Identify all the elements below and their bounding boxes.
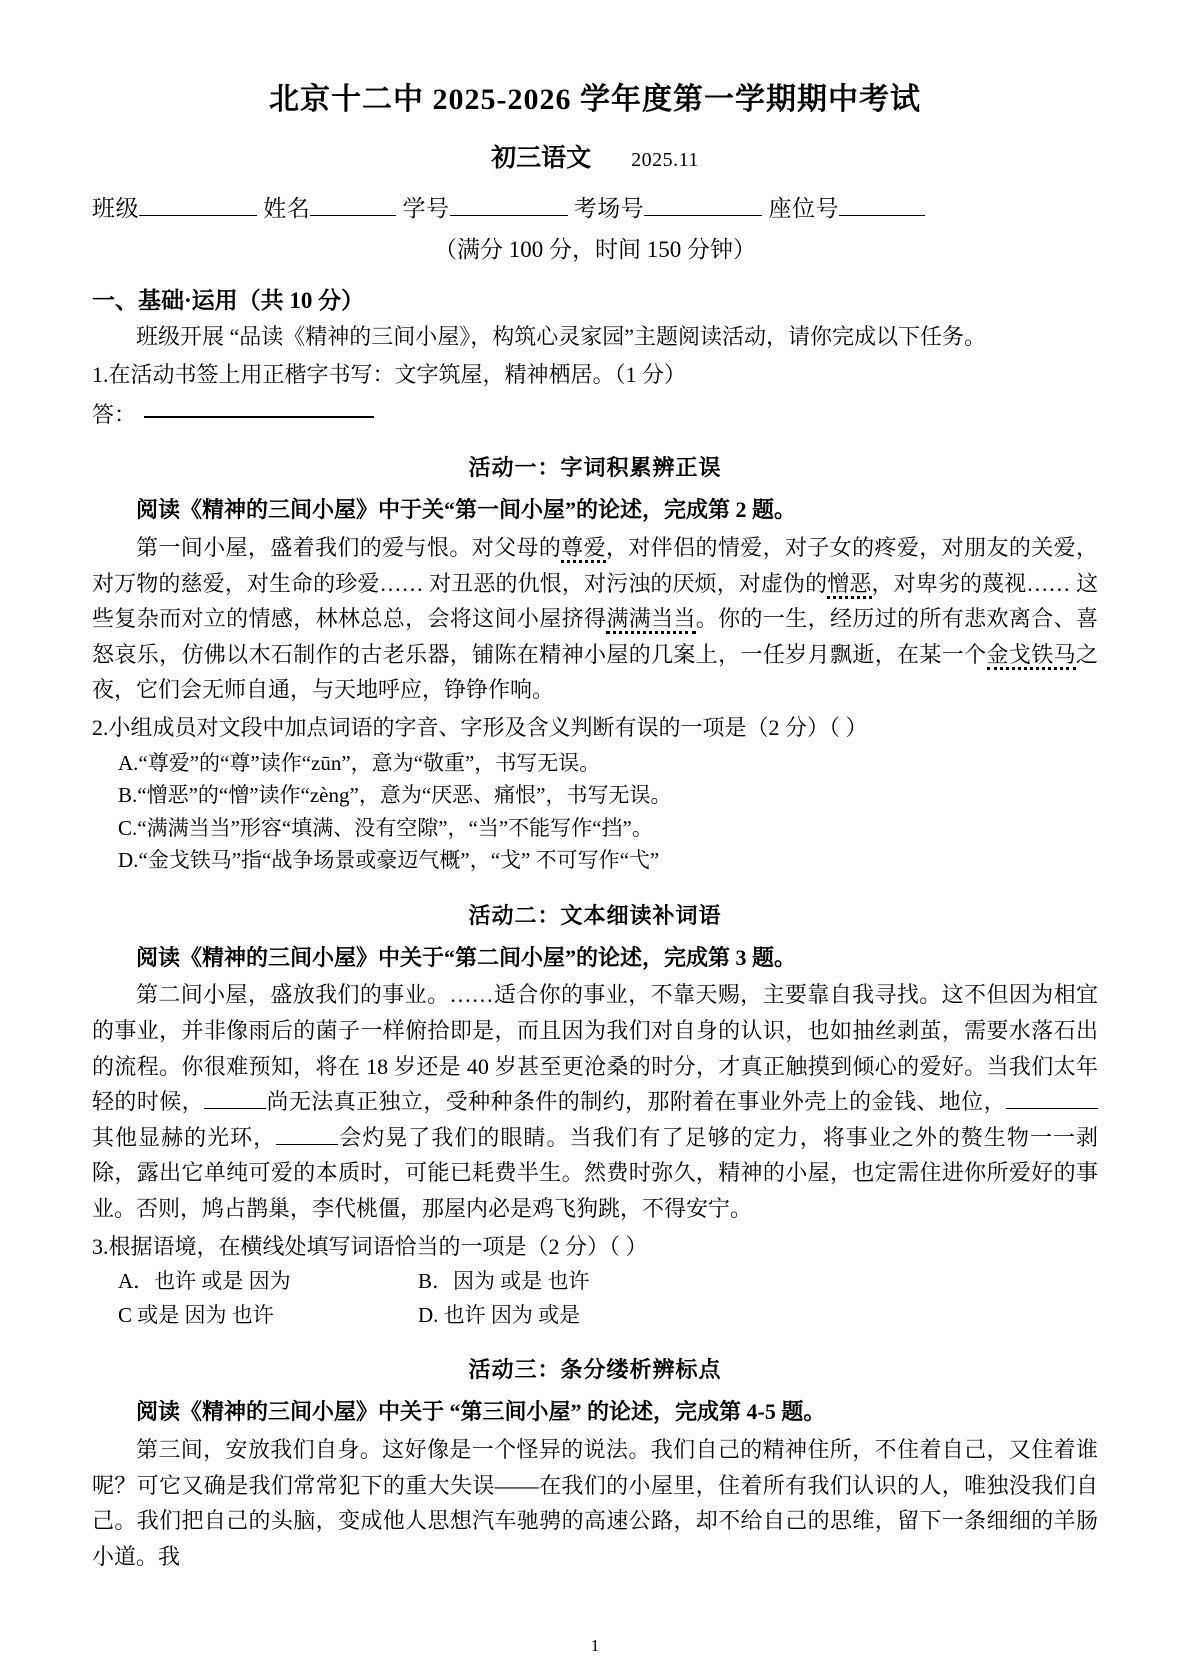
cloze-blank-3[interactable] <box>276 1144 338 1145</box>
section-heading-1: 一、基础·运用（共 10 分） <box>92 288 365 313</box>
seat-blank[interactable] <box>839 215 925 216</box>
dotted-word-zunai: 尊爱 <box>561 534 606 560</box>
student-info-line <box>92 190 1098 223</box>
room-blank[interactable] <box>644 215 762 216</box>
question-3-option-b[interactable] <box>418 1266 590 1298</box>
dotted-word-jingetiema: 金戈铁马 <box>986 641 1076 667</box>
option-c-text: 或是 因为 也许 <box>132 1302 274 1327</box>
activity2-text-d: 会灼晃了我们的眼睛。当我们有了足够的定力，将事业之外的赘生物一一剥除，露出它单纯可爱的本质时，可能已耗费半生。然费时弥久，精神的小屋，也定需住进你所爱好的事业。否则，鸠占鹊巢，李代桃僵，那屋内必是鸡飞狗跳，不得安宁。 <box>92 1124 1098 1221</box>
cloze-blank-1[interactable] <box>204 1108 266 1109</box>
passage-text-d: 。你的一生，经历过的所有悲欢离合、喜怒哀乐，仿佛以木石制作的古老乐器，铺陈在精神小屋的几案上，一任岁月飘逝，在某一个 <box>92 606 1098 667</box>
option-c-label: C <box>118 1302 133 1327</box>
question-1: 1.在活动书签上用正楷字书写：文字筑屋，精神栖居。（1 分） <box>92 361 687 387</box>
activity2-text-b: 尚无法真正独立，受种种条件的制约，那附着在事业外壳上的金钱、地位， <box>266 1089 1006 1115</box>
dotted-word-zengwu: 憎恶 <box>827 570 872 596</box>
class-label: 班级 <box>92 196 139 221</box>
passage-text-e: 之夜，它们会无师自通，与天地呼应，铮铮作响。 <box>92 641 1098 703</box>
answer-blank[interactable] <box>144 416 374 418</box>
activity-1-title: 活动一：字词积累辨正误 <box>468 455 722 481</box>
answer-label: 答： <box>92 402 137 428</box>
option-d-label: D. <box>418 1302 439 1327</box>
dotted-word-manmandangdang: 满满当当 <box>606 606 696 632</box>
question-2-option-b[interactable]: B.“憎恶”的“憎”读作“zèng”，意为“厌恶、痛恨”，书写无误。 <box>118 783 672 808</box>
question-3-options-row-1 <box>118 1266 1098 1298</box>
activity-2-title: 活动二：文本细读补词语 <box>468 902 722 928</box>
class-blank[interactable] <box>139 215 257 216</box>
option-a-label: A． <box>118 1269 155 1294</box>
page-title: 北京十二中 2025-2026 学年度第一学期期中考试 <box>269 83 921 116</box>
name-blank[interactable] <box>310 215 396 216</box>
activity-2-lead: 阅读《精神的三间小屋》中关于“第二间小屋”的论述，完成第 3 题。 <box>136 944 797 970</box>
subject-line <box>92 138 1098 174</box>
question-2: 2.小组成员对文段中加点词语的字音、字形及含义判断有误的一项是（2 分）（ ） <box>92 715 868 740</box>
student-id-label: 学号 <box>402 196 450 221</box>
question-3: 3.根据语境，在横线处填写词语恰当的一项是（2 分）（ ） <box>92 1233 648 1259</box>
option-b-label: B． <box>418 1269 454 1294</box>
question-3-option-a[interactable] <box>118 1266 418 1298</box>
name-label: 姓名 <box>263 196 311 221</box>
page-number: 1 <box>590 1636 600 1655</box>
student-id-blank[interactable] <box>450 215 568 216</box>
subject-name: 初三语文 <box>491 145 592 172</box>
exam-date: 2025.11 <box>631 149 699 171</box>
activity2-text-a: 第二间小屋，盛放我们的事业。……适合你的事业，不靠天赐，主要靠自我寻找。这不但因为相宜的事业，并非像雨后的菌子一样俯拾即是，而且因为我们对自身的认识，也如抽丝剥茧，需要水落石出的流程。你很难预知，将在 18 岁还是 40 岁甚至更沧桑的时分，才真正触摸到倾心的爱好。当我们太年轻的时候， <box>92 982 1098 1115</box>
passage-text-b: ，对伴侣的情爱，对子女的疼爱，对朋友的关爱，对万物的慈爱，对生命的珍爱…… 对丑恶的仇恨，对污浊的厌烦，对虚伪的 <box>92 534 1098 596</box>
seat-label: 座位号 <box>768 196 839 221</box>
activity-1-lead: 阅读《精神的三间小屋》中于关“第一间小屋”的论述，完成第 2 题。 <box>136 497 797 523</box>
question-3-option-d[interactable] <box>418 1300 580 1332</box>
question-2-option-c[interactable]: C.“满满当当”形容“填满、没有空隙”，“当”不能写作“挡”。 <box>118 815 653 840</box>
option-d-text: 也许 因为 或是 <box>438 1302 581 1327</box>
question-2-option-a[interactable]: A.“尊爱”的“尊”读作“zūn”，意为“敬重”，书写无误。 <box>118 750 601 775</box>
question-3-options-row-2 <box>118 1300 1098 1332</box>
room-label: 考场号 <box>573 196 645 221</box>
activity-3-lead: 阅读《精神的三间小屋》中关于 “第三间小屋” 的论述，完成第 4-5 题。 <box>136 1399 826 1425</box>
activity-3-title: 活动三：条分缕析辨标点 <box>468 1357 722 1383</box>
question-3-option-c[interactable] <box>118 1300 418 1332</box>
answer-line-1 <box>92 398 1098 429</box>
score-time-line: （满分 100 分，时间 150 分钟） <box>434 237 756 262</box>
passage-text-a: 第一间小屋，盛着我们的爱与恨。对父母的 <box>136 534 562 560</box>
activity-1-passage <box>92 530 1098 708</box>
cloze-blank-2[interactable] <box>1006 1108 1098 1109</box>
activity-3-passage: 第三间，安放我们自身。这好像是一个怪异的说法。我们自己的精神住所，不住着自己，又住着谁呢？可它又确是我们常常犯下的重大失误——在我们的小屋里，住着所有我们认识的人，唯独没我们自己。我们把自己的头脑，变成他人思想汽车驰骋的高速公路，却不给自己的思维，留下一条细细的羊肠小道。我 <box>92 1436 1098 1569</box>
question-2-option-d[interactable]: D.“金戈铁马”指“战争场景或豪迈气概”，“戈” 不可写作“弋” <box>118 848 660 873</box>
option-a-text: 也许 或是 因为 <box>154 1269 291 1294</box>
activity-2-passage <box>92 977 1098 1226</box>
activity2-text-c: 其他显赫的光环， <box>92 1124 277 1150</box>
section1-intro: 班级开展 “品读《精神的三间小屋》，构筑心灵家园”主题阅读活动，请你完成以下任务。 <box>136 324 987 349</box>
passage-text-c: ，对卑劣的蔑视…… 这些复杂而对立的情感，林林总总，会将这间小屋挤得 <box>92 570 1098 632</box>
option-b-text: 因为 或是 也许 <box>453 1269 590 1294</box>
